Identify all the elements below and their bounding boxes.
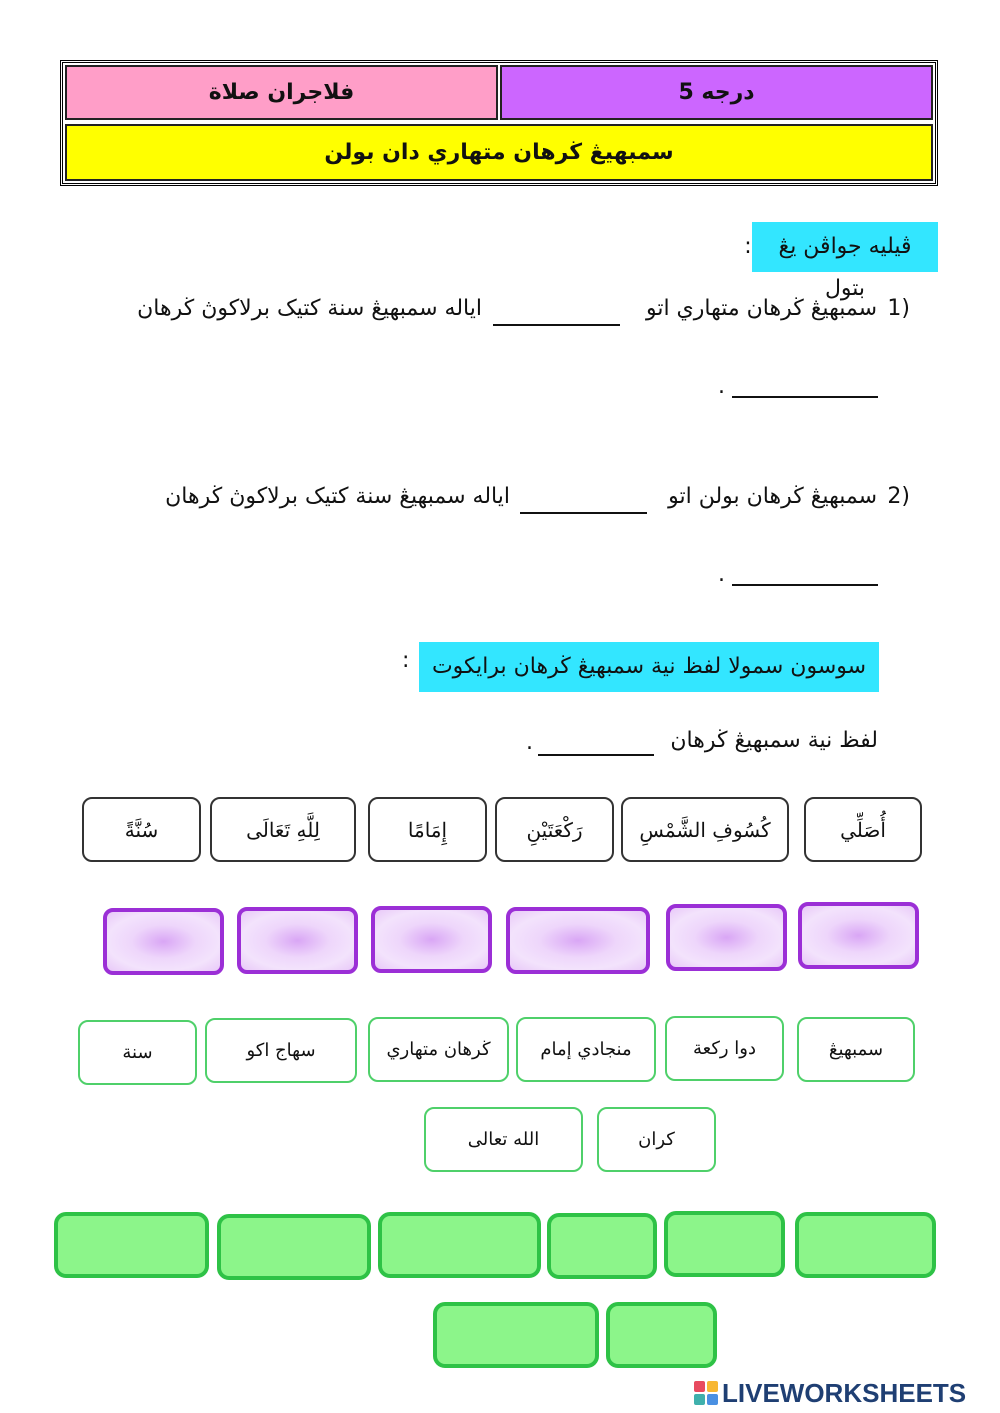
grade-cell: درجه 5 bbox=[500, 65, 933, 120]
arabic-word-box[interactable]: لِلَّهِ تَعَالَى bbox=[210, 797, 356, 862]
liveworksheets-logo-icon bbox=[694, 1381, 718, 1405]
question-1-blank-2[interactable] bbox=[732, 396, 878, 398]
instruction-colon: : bbox=[744, 234, 752, 259]
malay-word-box[interactable]: سمبهيڠ bbox=[797, 1017, 915, 1082]
question-2-text-a: سمبهيڠ ڬرهان بولن اتو bbox=[668, 484, 877, 509]
arabic-word-box[interactable]: رَكْعَتَيْنِ bbox=[495, 797, 614, 862]
green-drop-target[interactable] bbox=[664, 1211, 785, 1277]
malay-word-box[interactable]: سهاج اكو bbox=[205, 1018, 357, 1083]
purple-drop-target[interactable] bbox=[103, 908, 224, 975]
malay-word-box[interactable]: كران bbox=[597, 1107, 716, 1172]
malay-word-box[interactable]: سنة bbox=[78, 1020, 197, 1085]
question-1-period: . bbox=[718, 374, 725, 399]
question-1-text-a: سمبهيڠ ڬرهان متهاري اتو bbox=[645, 296, 877, 321]
question-2-blank-1[interactable] bbox=[520, 512, 647, 514]
question-1-blank-1[interactable] bbox=[493, 324, 620, 326]
malay-word-box[interactable]: ڬرهان متهاري bbox=[368, 1017, 509, 1082]
arabic-word-box[interactable]: أُصَلِّي bbox=[804, 797, 922, 862]
green-drop-target[interactable] bbox=[795, 1212, 936, 1278]
arabic-word-box[interactable]: إِمَامًا bbox=[368, 797, 487, 862]
logo-text: LIVEWORKSHEETS bbox=[722, 1377, 967, 1408]
instruction-2-colon: : bbox=[402, 648, 410, 673]
question-1-text-b: اياله سمبهيڠ سنة كتيک برلاكوڽ ڬرهان bbox=[137, 296, 482, 321]
purple-drop-target[interactable] bbox=[798, 902, 919, 969]
green-drop-target[interactable] bbox=[606, 1302, 717, 1368]
question-1-number: 1) bbox=[887, 296, 910, 321]
instruction-1: ڤيليه جواڤن يڠ بتول bbox=[752, 222, 938, 272]
instruction-2: سوسون سمولا لفظ نية سمبهيڠ ڬرهان برايكوت bbox=[419, 642, 879, 692]
liveworksheets-logo bbox=[694, 1378, 994, 1408]
green-drop-target[interactable] bbox=[217, 1214, 371, 1280]
question-2-period: . bbox=[718, 562, 725, 587]
malay-word-box[interactable]: دوا ركعة bbox=[665, 1016, 784, 1081]
purple-drop-target[interactable] bbox=[506, 907, 650, 974]
green-drop-target[interactable] bbox=[54, 1212, 209, 1278]
green-drop-target[interactable] bbox=[433, 1302, 599, 1368]
question-2-text-b: اياله سمبهيڠ سنة كتيک برلاكوڽ ڬرهان bbox=[165, 484, 510, 509]
arabic-word-box[interactable]: سُنَّةً bbox=[82, 797, 201, 862]
niat-period: . bbox=[526, 730, 533, 755]
question-2-blank-2[interactable] bbox=[732, 584, 878, 586]
purple-drop-target[interactable] bbox=[666, 904, 787, 971]
niat-blank[interactable] bbox=[538, 754, 654, 756]
subject-cell: فلاجران صلاة bbox=[65, 65, 498, 120]
niat-label: لفظ نية سمبهيڠ ڬرهان bbox=[670, 728, 878, 753]
arabic-word-box[interactable]: كُسُوفِ الشَّمْسِ bbox=[621, 797, 789, 862]
question-2-number: 2) bbox=[887, 484, 910, 509]
green-drop-target[interactable] bbox=[547, 1213, 657, 1279]
malay-word-box[interactable]: الله تعالى bbox=[424, 1107, 583, 1172]
purple-drop-target[interactable] bbox=[237, 907, 358, 974]
malay-word-box[interactable]: منجادي إمام bbox=[516, 1017, 656, 1082]
title-cell: سمبهيڠ ڬرهان متهاري دان بولن bbox=[65, 124, 933, 181]
green-drop-target[interactable] bbox=[378, 1212, 541, 1278]
purple-drop-target[interactable] bbox=[371, 906, 492, 973]
